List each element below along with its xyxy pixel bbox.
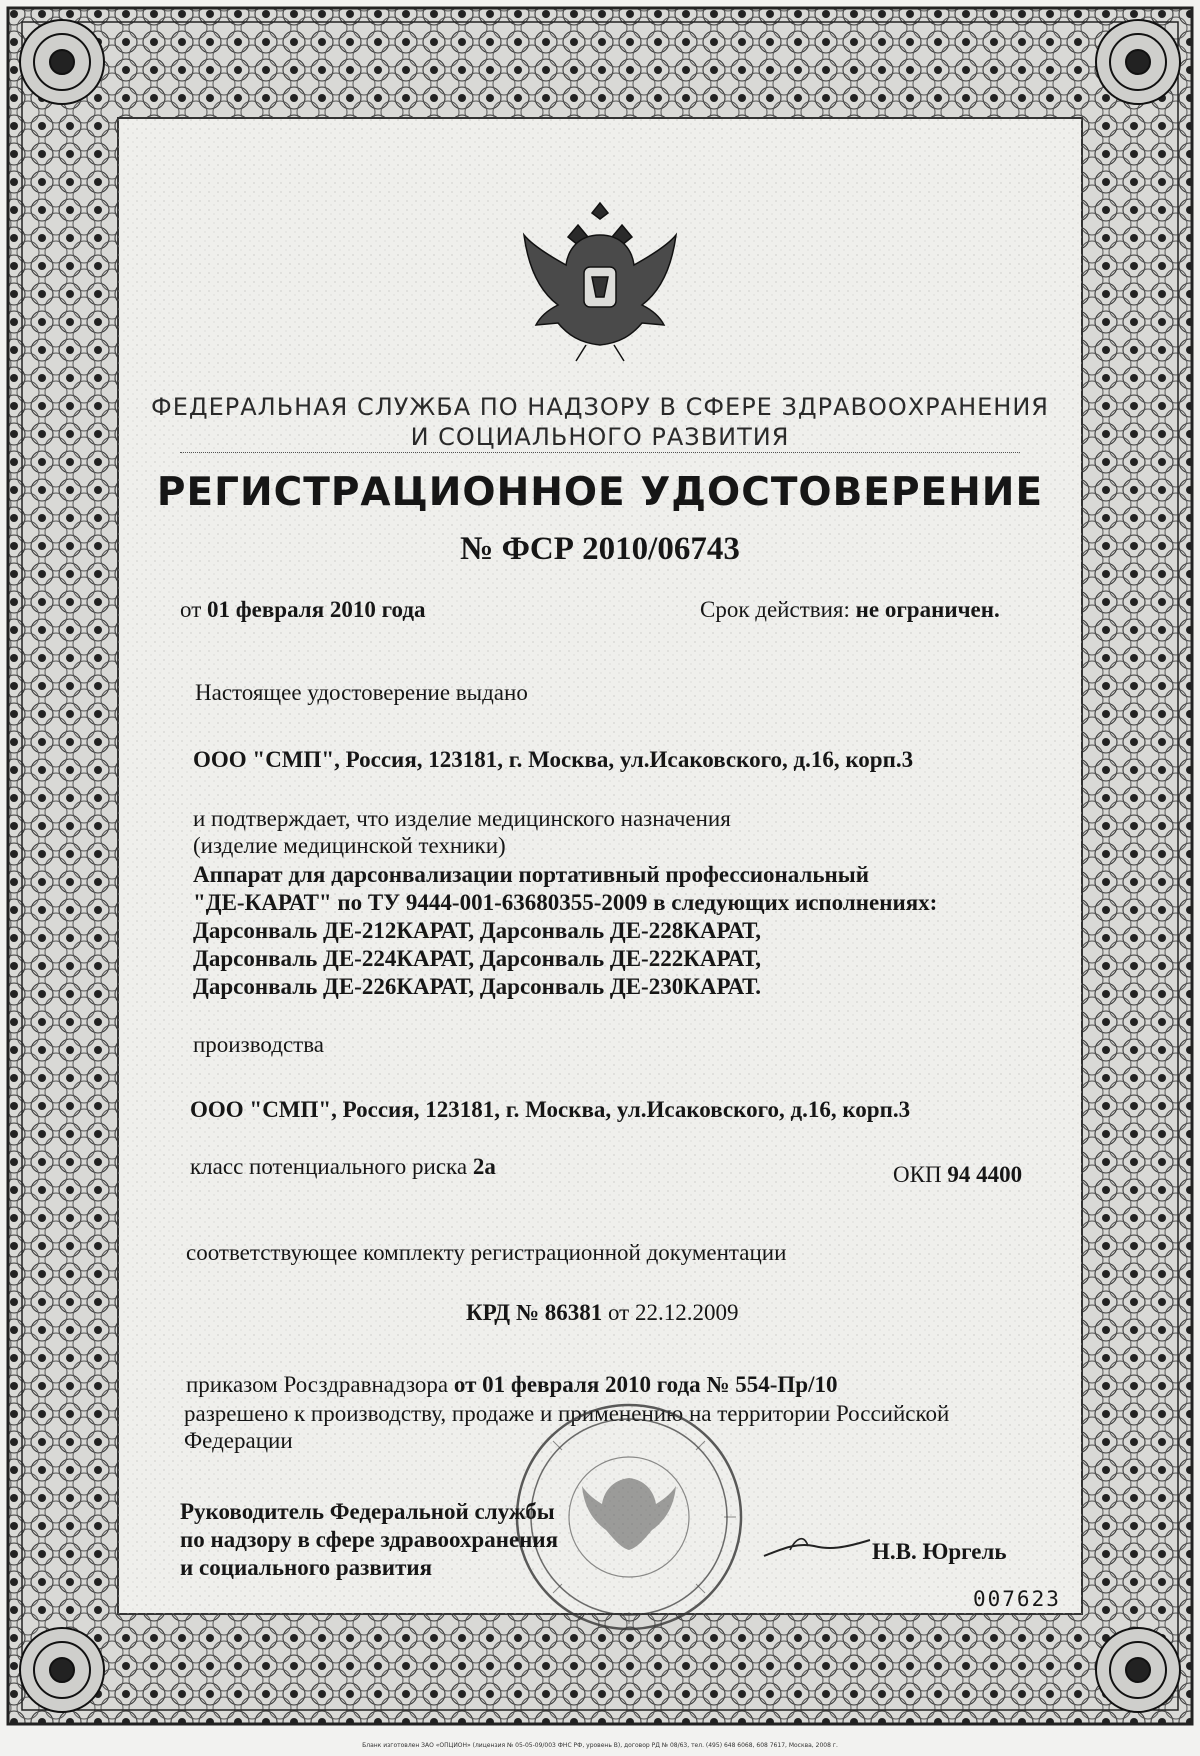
certificate-number: № ФСР 2010/06743 <box>460 531 740 567</box>
manufacturer-address: ООО "СМП", Россия, 123181, г. Москва, ул.Исаковского, д.16, корп.3 <box>190 1097 911 1122</box>
risk-class-label: класс потенциального риска <box>190 1154 468 1179</box>
order-line3: Федерации <box>184 1428 293 1453</box>
issue-date <box>180 597 425 623</box>
handwritten-signature-icon <box>760 1520 880 1570</box>
agency-name-line2: И СОЦИАЛЬНОГО РАЗВИТИЯ <box>410 423 790 451</box>
product-line: "ДЕ-КАРАТ" по ТУ 9444-001-63680355-2009 в следующих исполнениях: <box>193 890 938 915</box>
certificate-title: РЕГИСТРАЦИОННОЕ УДОСТОВЕРЕНИЕ <box>156 470 1044 515</box>
okp-label: ОКП <box>893 1162 942 1187</box>
validity-label: Срок действия: <box>700 597 850 622</box>
validity <box>700 597 1000 623</box>
confirms-line2: (изделие медицинской техники) <box>193 833 506 858</box>
signatory-position-line3: и социального развития <box>180 1555 433 1580</box>
form-serial-number: 007623 <box>973 1587 1061 1611</box>
signatory-position-line1: Руководитель Федеральной службы <box>180 1499 555 1524</box>
risk-class <box>190 1154 496 1180</box>
issue-date-value: 01 февраля 2010 года <box>207 597 426 622</box>
risk-class-value: 2а <box>472 1154 496 1179</box>
order-reference: от 01 февраля 2010 года № 554-Пр/10 <box>453 1372 838 1397</box>
blank-printer-note: Бланк изготовлен ЗАО «ОПЦИОН» (лицензия № 05-05-09/003 ФНС РФ, уровень В), договор РД № 08/63, тел. (495) 648 6068, 608 7617, Москва, 2008 г. <box>362 1742 838 1749</box>
manufacturer-label: производства <box>193 1032 324 1057</box>
krd-reference <box>466 1300 738 1326</box>
okp-code <box>893 1162 1022 1188</box>
order-line1 <box>186 1372 837 1398</box>
issued-intro: Настоящее удостоверение выдано <box>195 680 528 705</box>
product-line: Дарсонваль ДЕ-212КАРАТ, Дарсонваль ДЕ-228КАРАТ, <box>193 918 761 943</box>
agency-name-line1: ФЕДЕРАЛЬНАЯ СЛУЖБА ПО НАДЗОРУ В СФЕРЕ ЗДРАВООХРАНЕНИЯ <box>151 393 1049 421</box>
order-line2: разрешено к производству, продаже и применению на территории Российской <box>184 1401 950 1426</box>
signatory-position-line2: по надзору в сфере здравоохранения <box>180 1527 559 1552</box>
holder-address: ООО "СМП", Россия, 123181, г. Москва, ул.Исаковского, д.16, корп.3 <box>193 747 914 772</box>
coat-of-arms-emblem-icon <box>518 195 682 365</box>
order-prefix: приказом Росздравнадзора <box>186 1372 449 1397</box>
krd-date: 22.12.2009 <box>634 1300 739 1325</box>
product-line: Аппарат для дарсонвализации портативный профессиональный <box>193 862 870 887</box>
product-line: Дарсонваль ДЕ-226КАРАТ, Дарсонваль ДЕ-230КАРАТ. <box>193 974 761 999</box>
krd-number: КРД № 86381 <box>466 1300 603 1325</box>
product-line: Дарсонваль ДЕ-224КАРАТ, Дарсонваль ДЕ-222КАРАТ, <box>193 946 761 971</box>
issue-date-prefix: от <box>180 597 202 622</box>
signatory-name: Н.В. Юргель <box>872 1539 1007 1564</box>
confirms-line1: и подтверждает, что изделие медицинского назначения <box>193 806 731 831</box>
validity-value: не ограничен. <box>855 597 1000 622</box>
documentation-text: соответствующее комплекту регистрационной документации <box>186 1240 787 1265</box>
krd-date-prefix: от <box>607 1300 630 1325</box>
divider <box>180 452 1020 453</box>
okp-value: 94 4400 <box>947 1162 1023 1187</box>
